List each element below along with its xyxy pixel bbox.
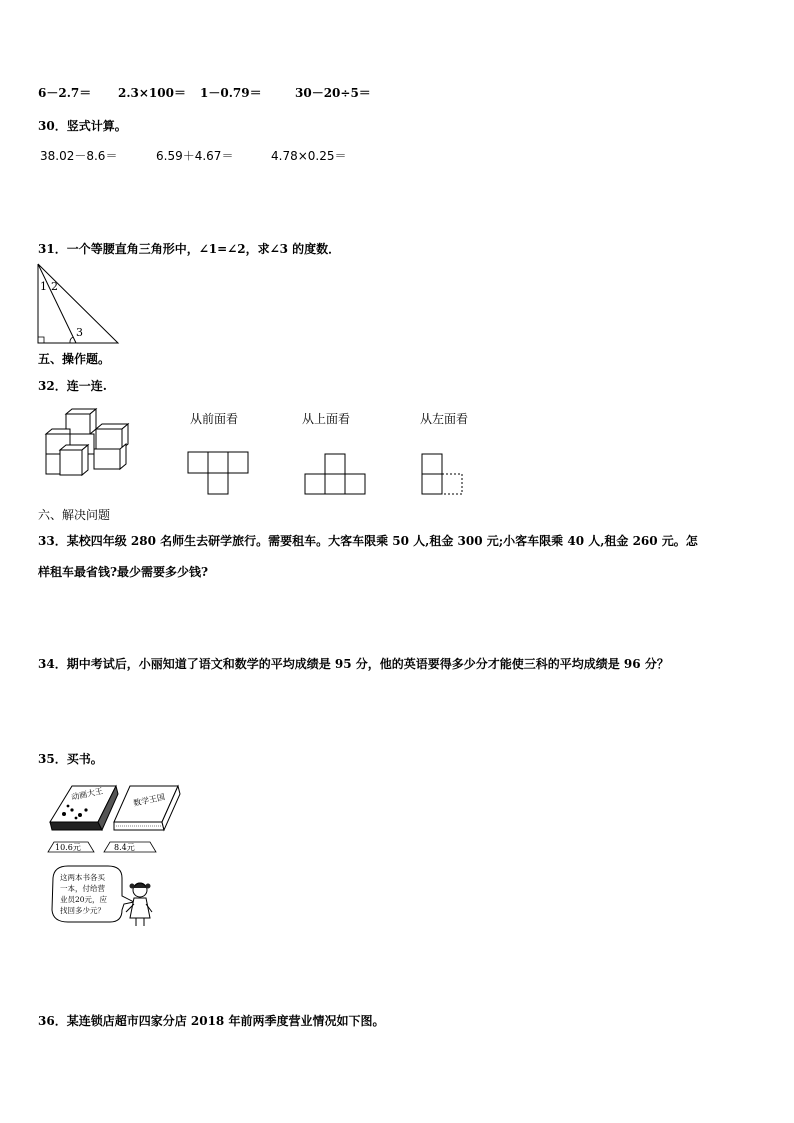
q32-title: 32．连一连. — [38, 379, 107, 393]
q33-line2: 样租车最省钱?最少需要多少钱? — [38, 565, 209, 579]
angle-label-3: 3 — [76, 326, 83, 339]
girl-figure — [126, 883, 152, 926]
speech-line-1: 这两本书各买 — [60, 873, 105, 882]
q30-item-2: 6.59＋4.67＝ — [156, 149, 234, 163]
view-front-shape — [186, 450, 250, 496]
books-figure — [42, 780, 192, 860]
q34-title: 34．期中考试后，小丽知道了语文和数学的平均成绩是 95 分，他的英语要得多少分才能使三科的平均成绩是 96 分？ — [38, 657, 669, 671]
triangle-figure — [30, 260, 125, 348]
view-front-label: 从前面看 — [190, 412, 239, 426]
cube-stack-figure — [42, 408, 132, 478]
book2-title: 数学王国 — [132, 792, 166, 808]
angle-label-1: 1 — [40, 280, 47, 293]
book1-picture — [50, 786, 118, 830]
view-top-label: 从上面看 — [302, 412, 351, 426]
view-left-shape — [420, 452, 466, 496]
q33-line1: 33．某校四年级 280 名师生去研学旅行。需要租车。大客车限乘 50 人,租金 300 元;小客车限乘 40 人,租金 260 元。怎 — [38, 534, 698, 548]
speech-line-2: 一本，付给营 — [60, 884, 105, 893]
section5-heading: 五、操作题。 — [38, 352, 111, 366]
book2-price: 8.4元 — [114, 843, 135, 852]
q35-title: 35．买书。 — [38, 752, 103, 766]
book1-title: 动画大王 — [70, 786, 104, 802]
book2-picture — [114, 786, 180, 830]
q30-item-3: 4.78×0.25＝ — [271, 149, 347, 163]
q31-title: 31．一个等腰直角三角形中，∠1=∠2，求∠3 的度数． — [38, 242, 341, 256]
mental-calc-4: 30－20÷5＝ — [295, 86, 371, 100]
speech-line-3: 业员20元，应 — [60, 895, 108, 904]
mental-calc-1: 6－2.7＝ — [38, 86, 92, 100]
book1-price: 10.6元 — [55, 843, 81, 852]
q36-title: 36．某连锁店超市四家分店 2018 年前两季度营业情况如下图。 — [38, 1014, 385, 1028]
view-top-shape — [303, 452, 369, 496]
angle-label-2: 2 — [51, 280, 58, 293]
q30-item-1: 38.02－8.6＝ — [40, 149, 118, 163]
speech-line-4: 找回多少元？ — [60, 906, 105, 915]
section6-heading: 六、解决问题 — [38, 508, 111, 522]
mental-calc-3: 1－0.79＝ — [200, 86, 262, 100]
mental-calc-2: 2.3×100＝ — [118, 86, 186, 100]
speech-figure — [48, 860, 158, 930]
q30-title: 30．竖式计算。 — [38, 119, 127, 133]
view-left-label: 从左面看 — [420, 412, 469, 426]
